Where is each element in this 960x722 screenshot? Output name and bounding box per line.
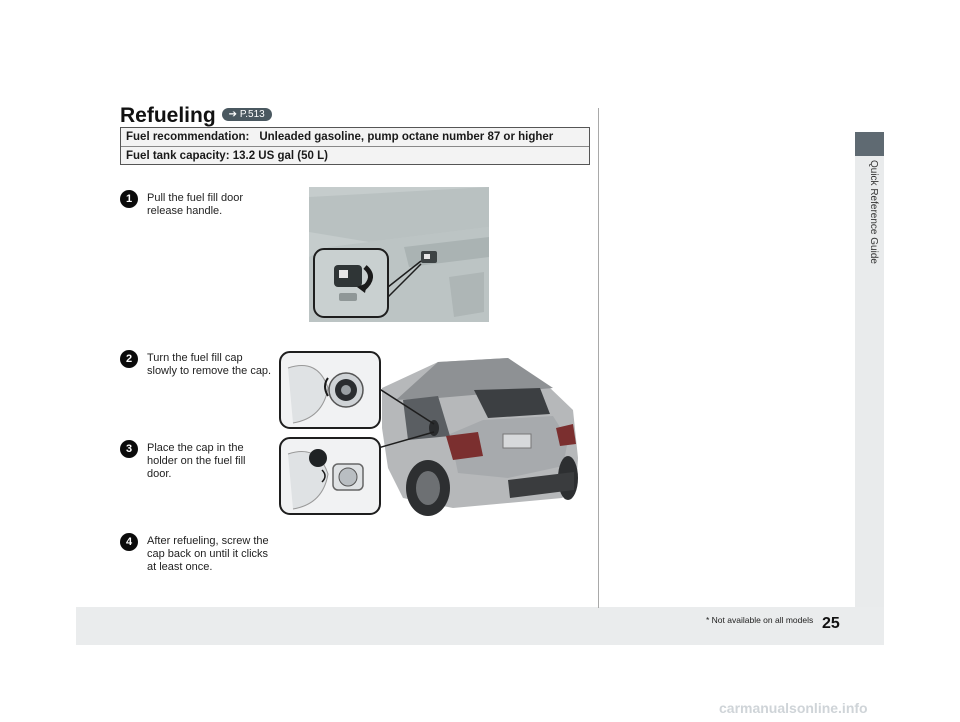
step-text: Place the cap in the holder on the fuel fill door. <box>147 442 246 480</box>
step-number-badge: 1 <box>120 190 138 208</box>
page-reference-link[interactable] <box>222 108 272 121</box>
watermark: carmanualsonline.info <box>719 700 868 716</box>
arrow-right-icon: ➔ <box>228 108 238 120</box>
column-divider <box>598 108 599 608</box>
footer-band <box>76 607 884 645</box>
step-number-badge: 4 <box>120 533 138 551</box>
car-refueling-illustration <box>278 348 584 530</box>
footnote: * Not available on all models <box>706 615 814 625</box>
fuel-recommendation-value: Unleaded gasoline, pump octane number 87 or higher <box>259 131 554 143</box>
step-text: Turn the fuel fill cap slowly to remove the cap. <box>147 352 272 377</box>
fuel-capacity: Fuel tank capacity: 13.2 US gal (50 L) <box>126 150 328 162</box>
fuel-recommendation-label: Fuel recommendation: <box>126 131 250 143</box>
fuel-info-box <box>120 127 590 165</box>
side-label: Quick Reference Guide <box>868 160 879 264</box>
page-number: 25 <box>822 615 840 632</box>
page-title <box>120 104 272 128</box>
title-text: Refueling <box>120 104 216 127</box>
step-number-badge: 2 <box>120 350 138 368</box>
fuel-box-divider <box>121 146 589 147</box>
fuel-recommendation-row <box>126 131 553 143</box>
fuel-door-release-photo <box>309 187 489 322</box>
step-text: After refueling, screw the cap back on until it clicks at least once. <box>147 535 269 573</box>
page-reference-text: P.513 <box>239 108 265 120</box>
step-text: Pull the fuel fill door release handle. <box>147 192 243 217</box>
side-tab-marker <box>855 132 884 156</box>
step-number-badge: 3 <box>120 440 138 458</box>
release-handle-illustration <box>309 187 489 322</box>
